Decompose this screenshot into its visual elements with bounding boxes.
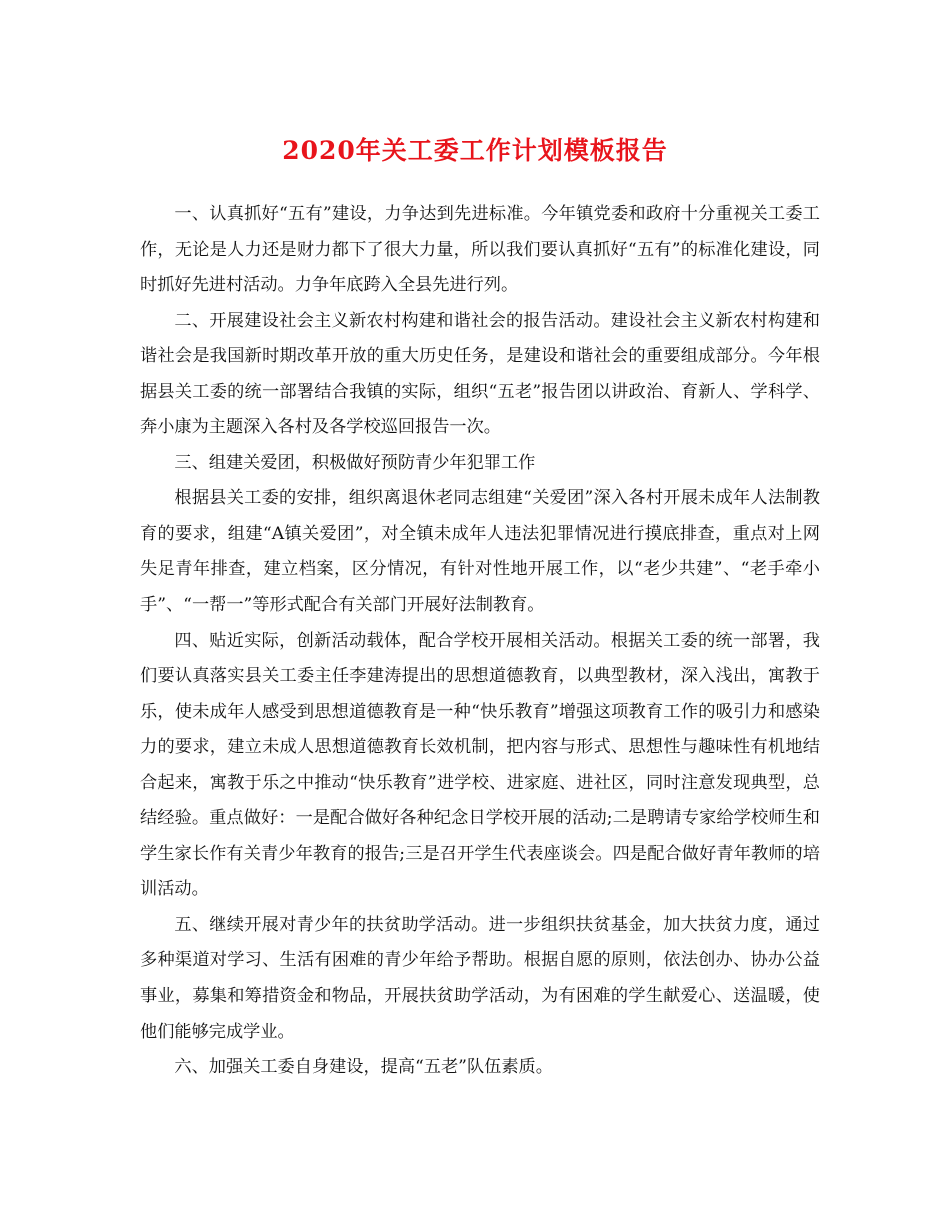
paragraph-6: 五、继续开展对青少年的扶贫助学活动。进一步组织扶贫基金，加大扶贫力度，通过多种渠道对学习、生活有困难的青少年给予帮助。根据自愿的原则，依法创办、协办公益事业，募集和筹措资金和物品，开展扶贫助学活动，为有困难的学生献爱心、送温暖，使他们能够完成学业。	[140, 914, 820, 1042]
paragraph-7: 六、加强关工委自身建设，提高“五老”队伍素质。	[174, 1057, 553, 1078]
paragraph-2: 二、开展建设社会主义新农村构建和谐社会的报告活动。建设社会主义新农村构建和谐社会是我国新时期改革开放的重大历史任务，是建设和谐社会的重要组成部分。今年根据县关工委的统一部署结合我镇的实际，组织“五老”报告团以讲政治、育新人、学科学、奔小康为主题深入各村及各学校巡回报告一次。	[140, 310, 820, 438]
paragraph-1: 一、认真抓好“五有”建设，力争达到先进标准。今年镇党委和政府十分重视关工委工作，无论是人力还是财力都下了很大力量，所以我们要认真抓好“五有”的标准化建设，同时抓好先进村活动。力争年底跨入全县先进行列。	[140, 204, 820, 296]
paragraph-4: 根据县关工委的安排，组织离退休老同志组建“关爱团”深入各村开展未成年人法制教育的要求，组建“A镇关爱团”，对全镇未成年人违法犯罪情况进行摸底排查，重点对上网失足青年排查，建立档案，区分情况，有针对性地开展工作，以“老少共建”、“老手牵小手”、“一帮一”等形式配合有关部门开展好法制教育。	[140, 488, 820, 616]
paragraph-5: 四、贴近实际，创新活动载体，配合学校开展相关活动。根据关工委的统一部署，我们要认真落实县关工委主任李建涛提出的思想道德教育，以典型教材，深入浅出，寓教于乐，使未成年人感受到思想道德教育是一种“快乐教育”增强这项教育工作的吸引力和感染力的要求，建立未成人思想道德教育长效机制，把内容与形式、思想性与趣味性有机地结合起来，寓教于乐之中推动“快乐教育”进学校、进家庭、进社区，同时注意发现典型，总结经验。重点做好：一是配合做好各种纪念日学校开展的活动;二是聘请专家给学校师生和学生家长作有关青少年教育的报告;三是召开学生代表座谈会。四是配合做好青年教师的培训活动。	[140, 630, 820, 900]
document-body	[140, 197, 820, 1086]
paragraph-3: 三、组建关爱团，积极做好预防青少年犯罪工作	[174, 452, 536, 473]
document-title: 2020年关工委工作计划模板报告	[282, 136, 668, 165]
